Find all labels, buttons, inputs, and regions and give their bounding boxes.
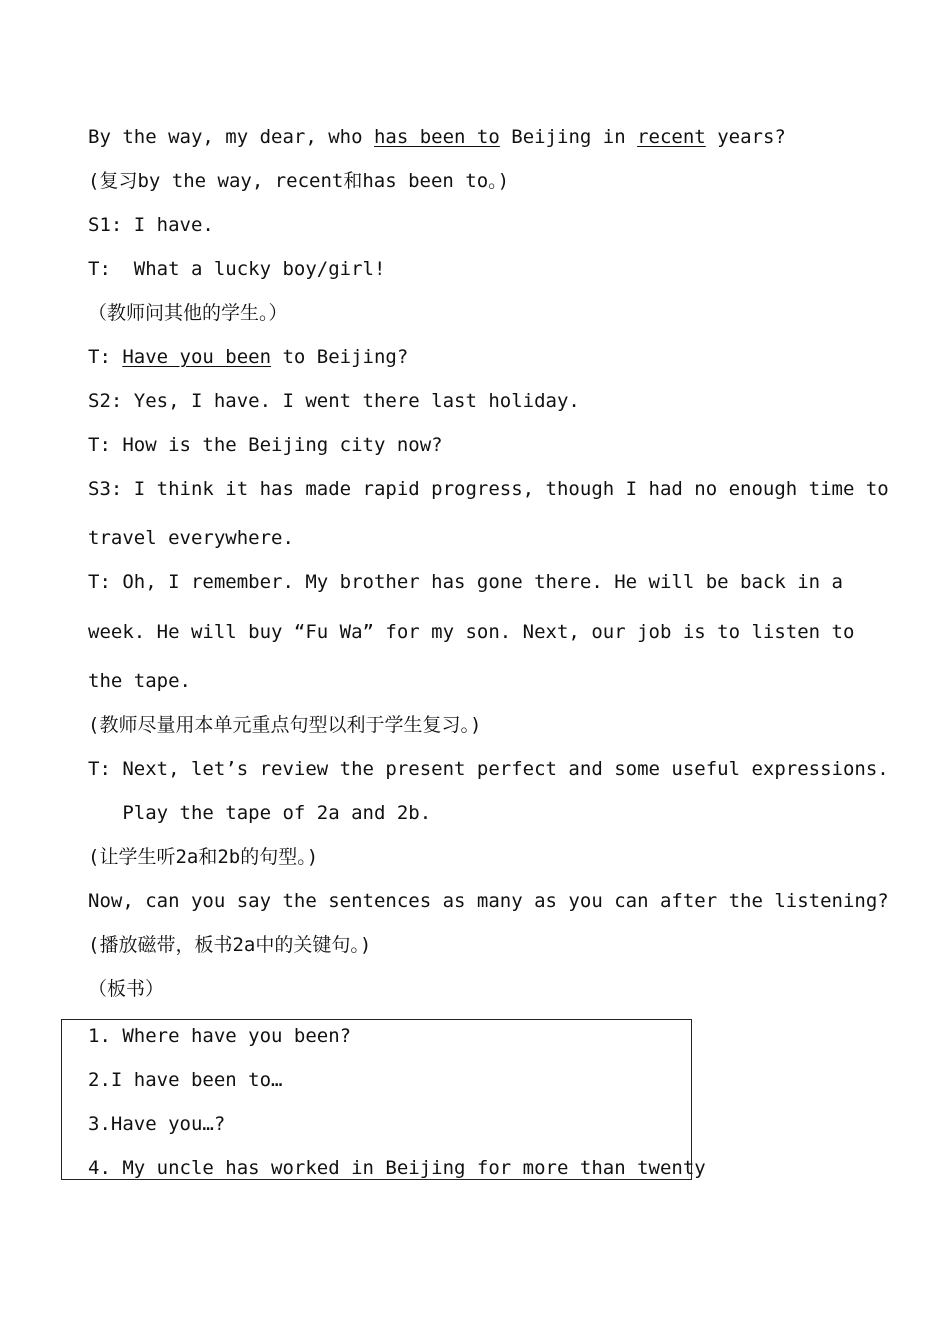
text-line-20: （板书）: [88, 978, 165, 1000]
text-line-12: week. He will buy “Fu Wa” for my son. Next, our job is to listen to: [88, 621, 855, 643]
text-line-3: S1: I have.: [88, 214, 214, 236]
blackboard-box: [61, 1019, 706, 1180]
text-line-9: S3: I think it has made rapid progress, though I had no enough time to: [88, 478, 889, 500]
board-line-2: 2.I have been to…: [88, 1069, 283, 1091]
underlined-phrase: has been to: [373, 126, 500, 148]
board-line-1: 1. Where have you been?: [88, 1025, 352, 1047]
text-line-8: T: How is the Beijing city now?: [88, 434, 443, 456]
text-line-19: (播放磁带，板书2a中的关键句。): [88, 934, 372, 956]
text-line-2: (复习by the way, recent和has been to。): [88, 170, 510, 192]
text-line-7: S2: Yes, I have. I went there last holiday.: [88, 390, 580, 412]
text-line-1: [88, 125, 786, 149]
text-segment: T:: [88, 346, 123, 368]
text-segment: to Beijing?: [271, 346, 409, 368]
text-line-4: T: What a lucky boy/girl!: [88, 258, 386, 280]
text-segment: years?: [705, 126, 786, 148]
text-line-5: （教师问其他的学生。）: [88, 302, 288, 324]
text-line-17: (让学生听2a和2b的句型。): [88, 846, 319, 868]
underlined-word: recent: [637, 126, 706, 148]
text-line-11: T: Oh, I remember. My brother has gone there. He will be back in a: [88, 571, 843, 593]
text-line-14: (教师尽量用本单元重点句型以利于学生复习。): [88, 714, 482, 736]
text-segment: Beijing in: [499, 126, 638, 148]
text-line-15: T: Next, let’s review the present perfect and some useful expressions.: [88, 758, 889, 780]
board-line-4: 4. My uncle has worked in Beijing for more than twenty: [88, 1157, 706, 1179]
text-segment: By the way, my dear, who: [88, 126, 374, 148]
underlined-phrase: Have you been: [122, 346, 272, 368]
text-line-16: Play the tape of 2a and 2b.: [88, 802, 432, 824]
board-line-3: 3.Have you…?: [88, 1113, 226, 1135]
text-line-10: travel everywhere.: [88, 527, 294, 549]
text-line-13: the tape.: [88, 670, 191, 692]
text-line-6: [88, 345, 408, 369]
text-line-18: Now, can you say the sentences as many as you can after the listening?: [88, 890, 889, 912]
